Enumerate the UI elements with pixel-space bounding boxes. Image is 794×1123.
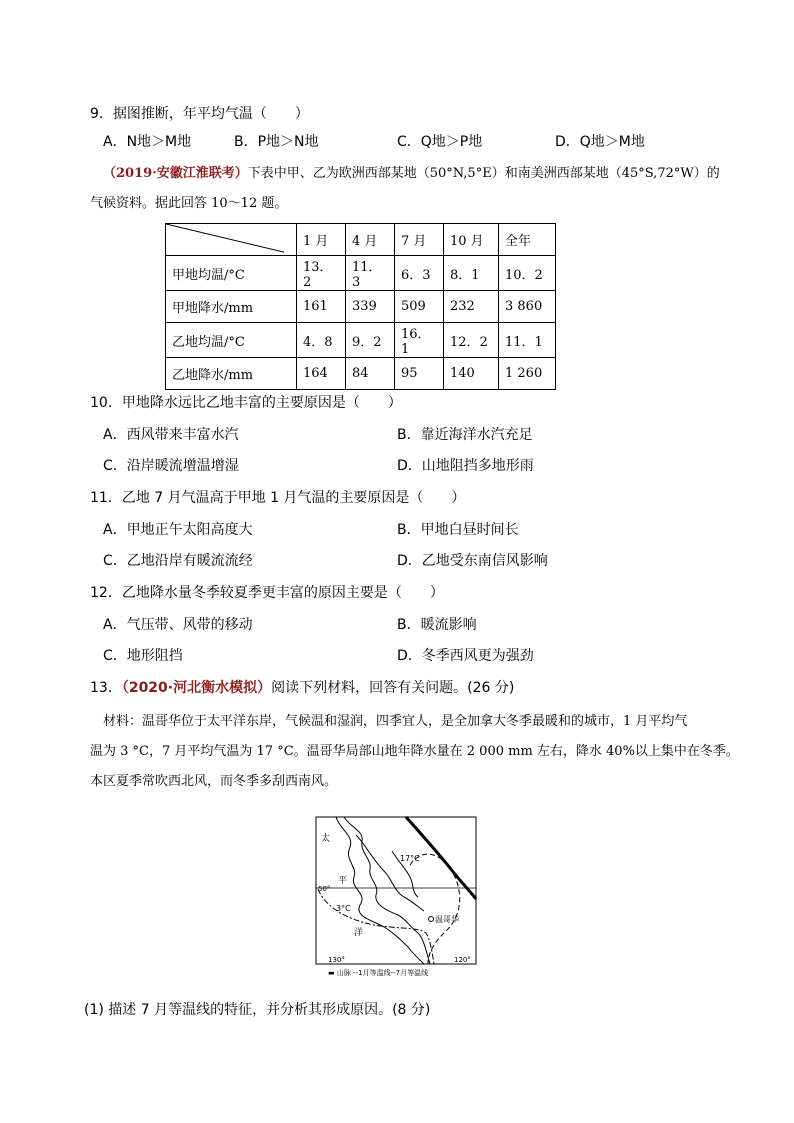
q9-stem: 9．据图推断，年平均气温（ ） (90, 106, 309, 122)
table-header: 10 月 (444, 224, 499, 256)
material-line-1: 材料：温哥华位于太平洋东岸，气候温和湿润，四季宜人，是全加拿大冬季最暖和的城市，1 月平均气 (103, 714, 688, 729)
table-cell: 16．1 (395, 323, 444, 358)
row-label: 甲地均温/°C (166, 256, 297, 291)
table-cell: 164 (297, 358, 346, 390)
q11-option-d: D．乙地受东南信风影响 (397, 553, 548, 569)
table-corner-cell (166, 224, 297, 256)
lon-130-label: 130° (328, 956, 345, 964)
q11-option-a: A．甲地正午太阳高度大 (103, 522, 253, 538)
ocean-label-tai: 太 (321, 834, 331, 844)
table-cell: 4．8 (297, 323, 346, 358)
table-row (166, 358, 556, 390)
table-cell: 13．2 (297, 256, 346, 291)
table-header: 7 月 (395, 224, 444, 256)
table-cell: 140 (444, 358, 499, 390)
city-label: 温哥华 (435, 915, 459, 924)
material-line-3: 本区夏季常吹西北风，而冬季多刮西南风。 (90, 774, 338, 789)
q9-option-d: D．Q地＞M地 (555, 134, 645, 150)
map-frame (316, 817, 476, 964)
q12-option-a: A．气压带、风带的移动 (103, 617, 253, 633)
map-legend: ▬ 山脉 --1月等温线--7月等温线 (328, 969, 429, 977)
table-cell: 11．3 (346, 256, 395, 291)
q12-option-b: B．暖流影响 (397, 617, 477, 633)
table-cell: 1 260 (499, 358, 556, 390)
table-cell: 509 (395, 291, 444, 323)
ocean-label-ping: 平 (338, 876, 348, 886)
table-cell: 10．2 (499, 256, 556, 291)
q11-option-b: B．甲地白昼时间长 (397, 522, 519, 538)
table-cell: 6．3 (395, 256, 444, 291)
table-cell: 12．2 (444, 323, 499, 358)
intro-source: （2019·安徽江淮联考） (103, 166, 248, 181)
q11-option-c: C．乙地沿岸有暖流流经 (103, 553, 253, 569)
climate-table (165, 223, 556, 390)
q13-number: 13． (90, 680, 122, 696)
q10-option-b: B．靠近海洋水汽充足 (397, 427, 533, 443)
q12-stem: 12．乙地降水量冬季较夏季更丰富的原因主要是（ ） (90, 585, 444, 601)
table-cell: 95 (395, 358, 444, 390)
lat-50-label: 50° (318, 885, 331, 893)
table-cell: 8．1 (444, 256, 499, 291)
table-cell: 232 (444, 291, 499, 323)
lon-120-label: 120° (454, 956, 471, 964)
table-header-row (166, 224, 556, 256)
isotherm-17-label: 17°C (400, 854, 420, 863)
ocean-label-yang: 洋 (354, 928, 364, 938)
q10-option-a: A．西风带来丰富水汽 (103, 427, 239, 443)
intro-line-2: 气候资料。据此回答 10～12 题。 (90, 196, 288, 211)
row-label: 甲地降水/mm (166, 291, 297, 323)
diagonal-line-icon (166, 224, 284, 255)
q10-stem: 10．甲地降水远比乙地丰富的主要原因是（ ） (90, 395, 402, 411)
table-row (166, 323, 556, 358)
intro-text-1: 下表中甲、乙为欧洲西部某地（50°N,5°E）和南美洲西部某地（45°S,72°W）的 (247, 166, 720, 181)
q9-option-c: C．Q地＞P地 (397, 134, 483, 150)
table-cell: 84 (346, 358, 395, 390)
table-header: 全年 (499, 224, 556, 256)
table-cell: 161 (297, 291, 346, 323)
vancouver-city-icon (429, 917, 434, 922)
vancouver-map (314, 815, 482, 980)
q13-sub1: (1) 描述 7 月等温线的特征，并分析其形成原因。(8 分) (84, 1002, 431, 1018)
table-row (166, 256, 556, 291)
isotherm-3-label: 3°C (336, 904, 351, 913)
row-label: 乙地均温/°C (166, 323, 297, 358)
intro-line-1 (103, 164, 720, 184)
q13-text: 阅读下列材料，回答有关问题。(26 分) (271, 680, 515, 696)
material-line-2: 温为 3 °C，7 月平均气温为 17 °C。温哥华局部山地年降水量在 2 000 mm 左右，降水 40%以上集中在冬季。 (90, 744, 739, 759)
q10-option-d: D．山地阻挡多地形雨 (397, 458, 534, 474)
q13-source: （2020·河北衡水模拟） (121, 680, 272, 696)
q11-stem: 11．乙地 7 月气温高于甲地 1 月气温的主要原因是（ ） (90, 490, 466, 506)
table-cell: 11．1 (499, 323, 556, 358)
q10-option-c: C．沿岸暖流增温增湿 (103, 458, 239, 474)
table-cell: 339 (346, 291, 395, 323)
q12-option-d: D．冬季西风更为强劲 (397, 648, 534, 664)
q9-option-a: A．N地＞M地 (103, 134, 192, 150)
q13-heading (90, 678, 514, 698)
table-cell: 9．2 (346, 323, 395, 358)
table-cell: 3 860 (499, 291, 556, 323)
table-header: 4 月 (346, 224, 395, 256)
row-label: 乙地降水/mm (166, 358, 297, 390)
table-header: 1 月 (297, 224, 346, 256)
table-row (166, 291, 556, 323)
q9-option-b: B．P地＞N地 (234, 134, 319, 150)
q12-option-c: C．地形阻挡 (103, 648, 183, 664)
